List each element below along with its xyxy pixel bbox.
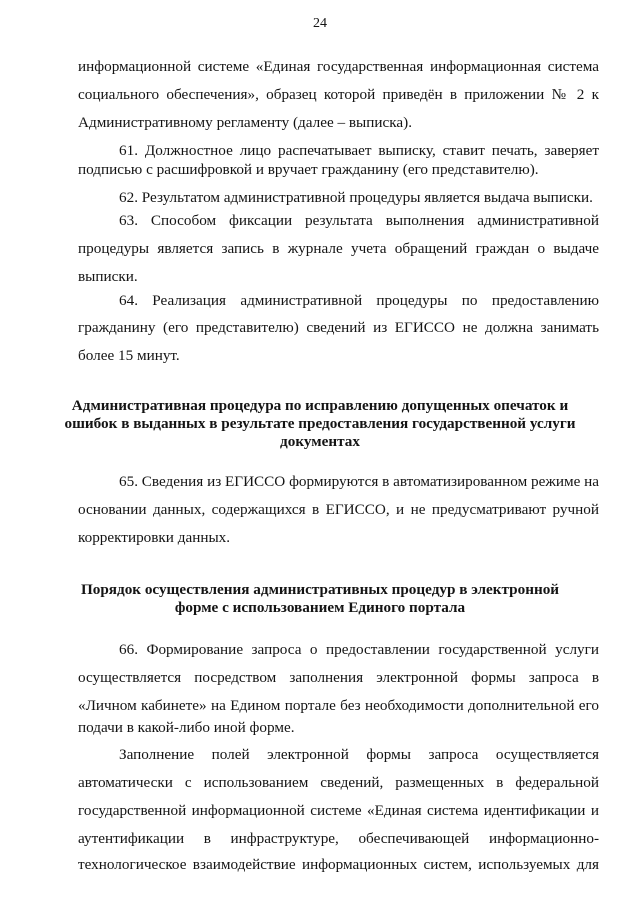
- text-line: 66. Формирование запроса о предоставлении государственной услуги: [119, 641, 599, 658]
- text-line: «Личном кабинете» на Едином портале без необходимости дополнительной его: [78, 697, 599, 714]
- text-line: выписки.: [78, 268, 138, 285]
- text-line: осуществляется посредством заполнения электронной формы запроса в: [78, 669, 599, 686]
- text-line: технологическое взаимодействие информационных систем, используемых для: [78, 856, 599, 873]
- text-line: гражданину (его представителю) сведений из ЕГИССО не должна занимать: [78, 319, 599, 336]
- section-heading: форме с использованием Единого портала: [174, 599, 466, 616]
- text-line: 63. Способом фиксации результата выполнения административной: [119, 212, 599, 229]
- text-line: 64. Реализация административной процедуры по предоставлению: [119, 292, 599, 309]
- text-line: подписью с расшифровкой и вручает гражданину (его представителю).: [78, 161, 539, 178]
- text-line: процедуры является запись в журнале учета обращений граждан о выдаче: [78, 240, 599, 257]
- section-heading: Порядок осуществления административных процедур в электронной: [80, 581, 560, 598]
- text-line: социального обеспечения», образец которой приведён в приложении № 2 к: [78, 86, 599, 103]
- text-line: Административному регламенту (далее – выписка).: [78, 114, 413, 131]
- text-line: информационной системе «Единая государственная информационная система: [78, 58, 599, 75]
- text-line: 62. Результатом административной процедуры является выдача выписки.: [119, 189, 593, 206]
- text-line: 61. Должностное лицо распечатывает выписку, ставит печать, заверяет: [119, 142, 599, 159]
- text-line: государственной информационной системе «Единая система идентификации и: [78, 802, 599, 819]
- text-line: подачи в какой-либо иной форме.: [78, 719, 295, 736]
- text-line: основании данных, содержащихся в ЕГИССО, и не предусматривают ручной: [78, 501, 599, 518]
- text-line: автоматически с использованием сведений, размещенных в федеральной: [78, 774, 599, 791]
- section-heading: ошибок в выданных в результате предоставления государственной услуги: [64, 415, 576, 432]
- text-line: Заполнение полей электронной формы запроса осуществляется: [119, 746, 599, 763]
- section-heading: документах: [280, 433, 360, 450]
- text-line: 65. Сведения из ЕГИССО формируются в автоматизированном режиме на: [119, 473, 599, 490]
- text-line: аутентификации в инфраструктуре, обеспечивающей информационно-: [78, 830, 599, 847]
- text-line: корректировки данных.: [78, 529, 231, 546]
- page-number: 24: [313, 16, 327, 31]
- text-line: более 15 минут.: [78, 347, 180, 364]
- section-heading: Административная процедура по исправлению допущенных опечаток и: [71, 397, 569, 414]
